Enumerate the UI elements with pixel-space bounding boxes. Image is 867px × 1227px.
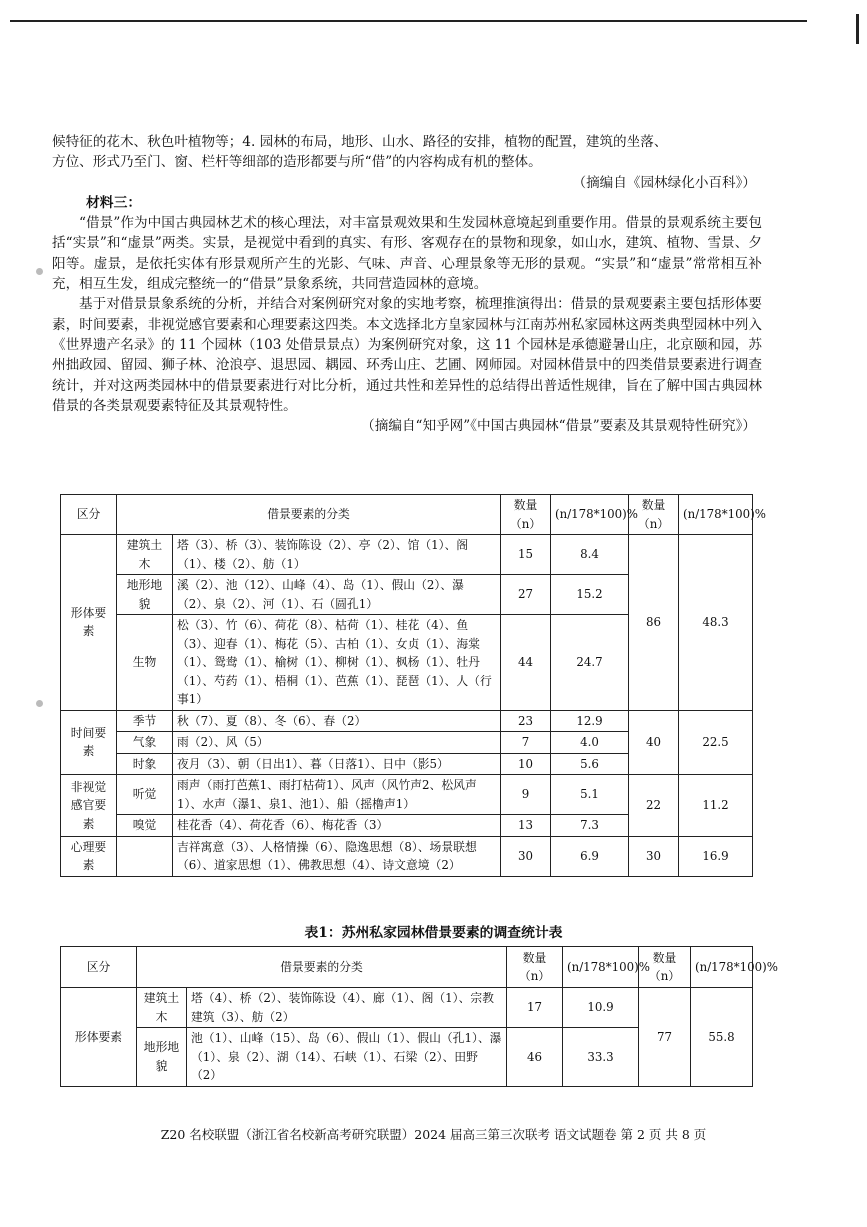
elements-cell: 池（1）、山峰（15）、岛（6）、假山（1）、假山（孔1）、瀑（1）、泉（2）、湖（14）、石峡（1）、石梁（2）、田野（2）	[187, 1028, 507, 1087]
table-row	[61, 535, 753, 575]
subcategory-cell: 季节	[117, 710, 173, 732]
count-cell: 30	[501, 836, 551, 876]
elements-cell: 雨声（雨打芭蕉1、雨打枯荷1）、风声（风竹声2、松风声1）、水声（瀑1、泉1、池1）、船（摇橹声1）	[173, 775, 501, 815]
statistics-table-1	[60, 494, 766, 877]
header-cell: 借景要素的分类	[137, 947, 507, 988]
statistics-table-2	[60, 946, 778, 1087]
group-cell: 非视觉感官要素	[61, 775, 117, 837]
subcategory-cell: 气象	[117, 732, 173, 754]
group-cell: 形体要素	[61, 988, 137, 1087]
count-cell: 9	[501, 775, 551, 815]
percent-cell: 6.9	[551, 836, 629, 876]
elements-cell: 桂花香（4）、荷花香（6）、梅花香（3）	[173, 815, 501, 837]
header-cell: (n/178*100)%	[563, 947, 639, 988]
elements-cell: 夜月（3）、朝（日出1）、暮（日落1）、日中（影5）	[173, 753, 501, 775]
material-paragraph: 基于对借景景象系统的分析，并结合对案例研究对象的实地考察，梳理推演得出：借景的景观要素主要包括形体要素，时间要素，非视觉感官要素和心理要素这四类。本文选择北方皇家园林与江南苏州私家园林这两类典型园林中列入《世界遗产名录》的 11 个园林（103 处借景景点）为案例研究对象，这 11 个园林是承德避暑山庄，北京颐和园，苏州拙政园、留园、狮子林、沧浪亭、退思园、耦园、环秀山庄、艺圃、网师园。对园林借景中的四类借景要素进行调查统计，并对这两类园林中的借景要素进行对比分析，通过共性和差异性的总结得出普适性规律，旨在了解中国古典园林借景的各类景观要素特征及其景观特性。	[52, 296, 762, 414]
count-cell: 27	[501, 575, 551, 615]
total-count-cell: 30	[629, 836, 679, 876]
percent-cell: 33.3	[563, 1028, 639, 1087]
count-cell: 15	[501, 535, 551, 575]
count-cell: 46	[507, 1028, 563, 1087]
header-cell: 数量（n）	[501, 495, 551, 535]
binding-hole-mark	[36, 268, 43, 275]
total-count-cell: 77	[639, 988, 691, 1087]
elements-cell: 溪（2）、池（12）、山峰（4）、岛（1）、假山（2）、瀑（2）、泉（2）、河（1）、石（圆孔1）	[173, 575, 501, 615]
total-count-cell: 40	[629, 710, 679, 775]
material-paragraph: “借景”作为中国古典园林艺术的核心理法，对丰富景观效果和生发园林意境起到重要作用。借景的景观系统主要包括“实景”和“虚景”两类。实景，是视觉中看到的真实、有形、客观存在的景物和现象，如山水，建筑、植物、雪景、夕阳等。虚景，是依托实体有形景观所产生的光影、气味、声音、心理景象等无形的景观。“实景”和“虚景”常常相互补充，相互生发，组成完整统一的“借景”景象系统，共同营造园林的意境。	[52, 215, 762, 293]
percent-cell: 24.7	[551, 615, 629, 711]
count-cell: 10	[501, 753, 551, 775]
page-footer: Z20 名校联盟（浙江省名校新高考研究联盟）2024 届高三第三次联考 语文试题卷 第 2 页 共 8 页	[160, 1127, 707, 1142]
elements-cell: 塔（3）、桥（3）、装饰陈设（2）、亭（2）、馆（1）、阁（1）、楼（2）、舫（1）	[173, 535, 501, 575]
source-citation: （摘编自“知乎网”《中国古典园林“借景”要素及其景观特性研究》）	[361, 418, 756, 435]
percent-cell: 15.2	[551, 575, 629, 615]
percent-cell: 8.4	[551, 535, 629, 575]
continuation-line: 方位、形式乃至门、窗、栏杆等细部的造形都要与所“借”的内容构成有机的整体。	[52, 154, 542, 171]
total-percent-cell: 11.2	[679, 775, 753, 837]
percent-cell: 10.9	[563, 988, 639, 1028]
subcategory-cell: 嗅觉	[117, 815, 173, 837]
percent-cell: 5.1	[551, 775, 629, 815]
total-percent-cell: 22.5	[679, 710, 753, 775]
subcategory-cell: 时象	[117, 753, 173, 775]
table-caption: 表1：苏州私家园林借景要素的调查统计表	[304, 925, 563, 941]
subcategory-cell: 听觉	[117, 775, 173, 815]
header-cell: 数量（n）	[639, 947, 691, 988]
percent-cell: 4.0	[551, 732, 629, 754]
header-cell: (n/178*100)%	[551, 495, 629, 535]
header-cell: 区分	[61, 947, 137, 988]
count-cell: 13	[501, 815, 551, 837]
header-cell: 数量（n）	[629, 495, 679, 535]
table-row	[61, 836, 753, 876]
source-citation: （摘编自《园林绿化小百科》）	[572, 174, 756, 191]
header-cell: (n/178*100)%	[691, 947, 753, 988]
count-cell: 23	[501, 710, 551, 732]
table-header-row	[61, 495, 753, 535]
total-percent-cell: 48.3	[679, 535, 753, 711]
header-cell: 借景要素的分类	[117, 495, 501, 535]
total-count-cell: 22	[629, 775, 679, 837]
count-cell: 44	[501, 615, 551, 711]
group-cell: 时间要素	[61, 710, 117, 775]
elements-cell: 秋（7）、夏（8）、冬（6）、春（2）	[173, 710, 501, 732]
scan-corner-mark	[856, 14, 859, 44]
scan-top-border	[10, 20, 807, 22]
subcategory-cell: 地形地貌	[137, 1028, 187, 1087]
continuation-line: 候特征的花木、秋色叶植物等；4. 园林的布局，地形、山水、路径的安排，植物的配置，建筑的坐落、	[52, 134, 668, 150]
group-cell: 形体要素	[61, 535, 117, 711]
header-cell: 数量（n）	[507, 947, 563, 988]
header-cell: (n/178*100)%	[679, 495, 753, 535]
percent-cell: 5.6	[551, 753, 629, 775]
table-row	[61, 775, 753, 815]
count-cell: 17	[507, 988, 563, 1028]
subcategory-cell: 建筑土木	[117, 535, 173, 575]
subcategory-cell: 建筑土木	[137, 988, 187, 1028]
elements-cell: 塔（4）、桥（2）、装饰陈设（4）、廊（1）、阁（1）、宗教建筑（3）、舫（2）	[187, 988, 507, 1028]
subcategory-cell: 生物	[117, 615, 173, 711]
table-header-row	[61, 947, 753, 988]
total-count-cell: 86	[629, 535, 679, 711]
table-row	[61, 710, 753, 732]
elements-cell: 吉祥寓意（3）、人格情操（6）、隐逸思想（8）、场景联想（6）、道家思想（1）、佛教思想（4）、诗文意境（2）	[173, 836, 501, 876]
table-row	[61, 988, 753, 1028]
total-percent-cell: 16.9	[679, 836, 753, 876]
elements-cell: 雨（2）、风（5）	[173, 732, 501, 754]
binding-hole-mark	[36, 700, 43, 707]
group-cell: 心理要素	[61, 836, 117, 876]
article-body	[52, 132, 762, 436]
subcategory-cell	[117, 836, 173, 876]
percent-cell: 12.9	[551, 710, 629, 732]
header-cell: 区分	[61, 495, 117, 535]
elements-cell: 松（3）、竹（6）、荷花（8）、枯荷（1）、桂花（4）、鱼（3）、迎春（1）、梅花（5）、古柏（1）、女贞（1）、海棠（1）、鸳鸯（1）、榆树（1）、柳树（1）、枫杨（1）、牡丹（1）、芍药（1）、梧桐（1）、芭蕉（1）、琵琶（1）、人（行事1）	[173, 615, 501, 711]
percent-cell: 7.3	[551, 815, 629, 837]
count-cell: 7	[501, 732, 551, 754]
subcategory-cell: 地形地貌	[117, 575, 173, 615]
material-heading: 材料三：	[86, 194, 142, 211]
total-percent-cell: 55.8	[691, 988, 753, 1087]
